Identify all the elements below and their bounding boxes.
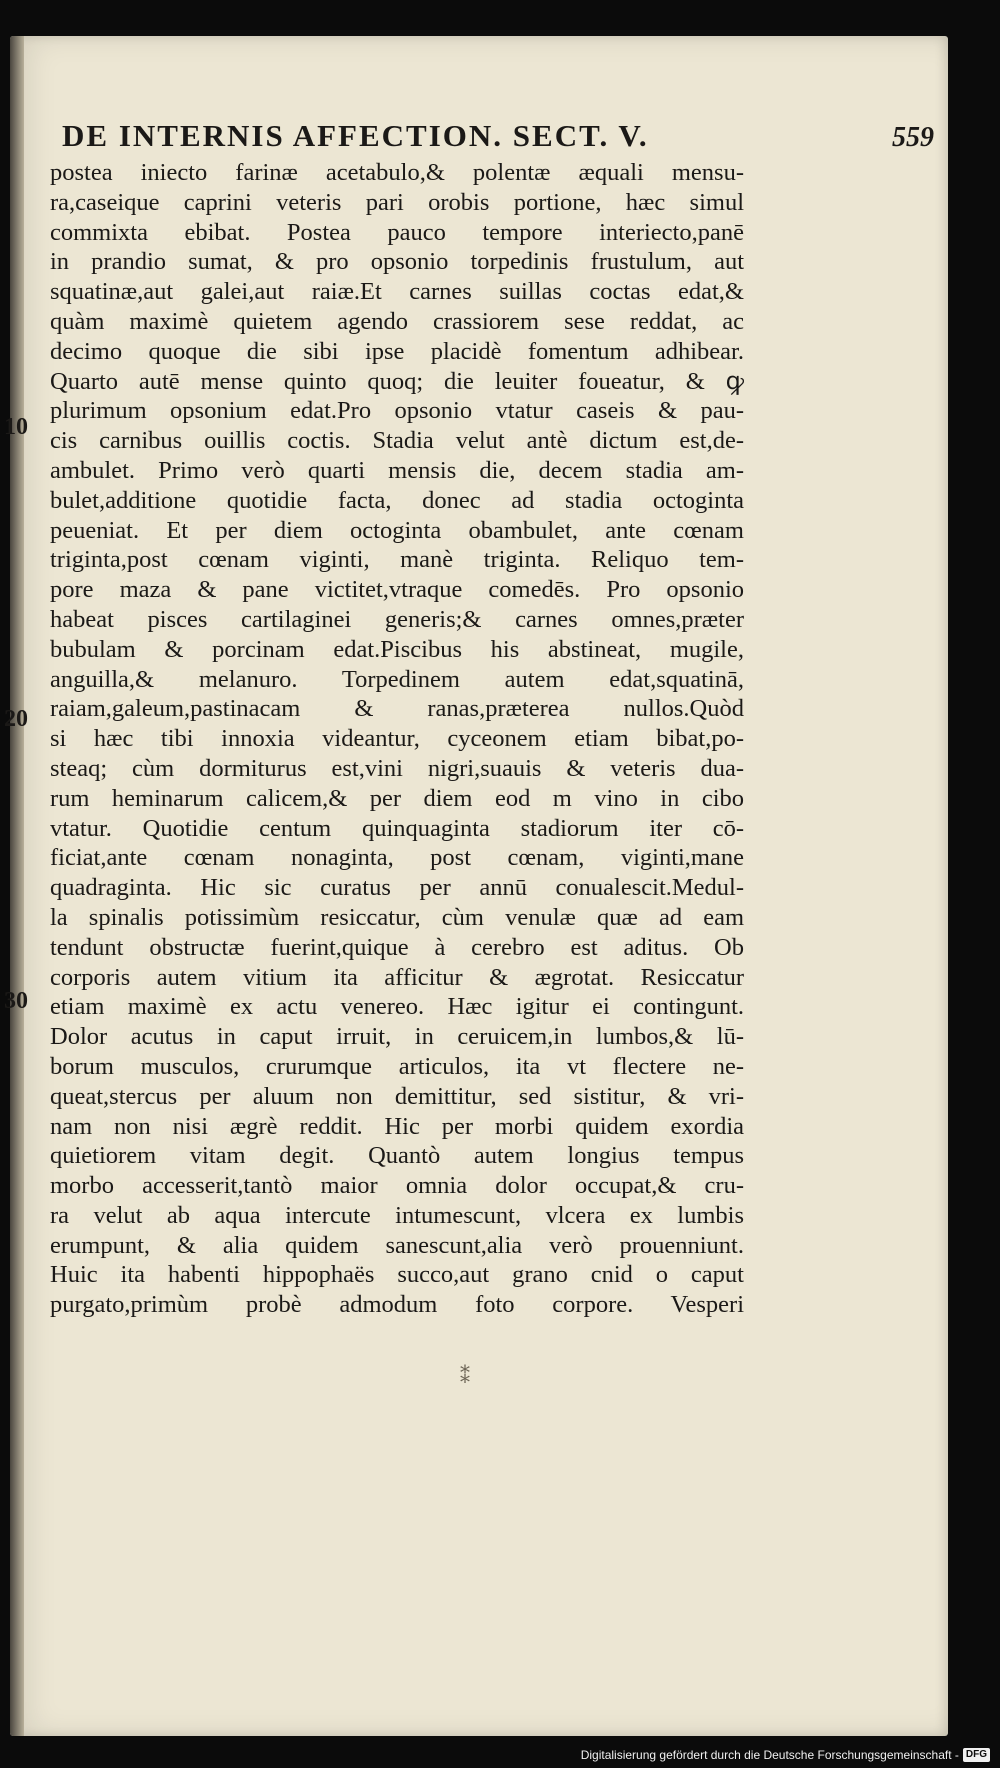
text-line: ra velut ab aqua intercute intumescunt, vlcera ex lumbis bbox=[50, 1201, 744, 1229]
text-line: commixta ebibat. Postea pauco tempore interiecto,panē bbox=[50, 218, 744, 246]
text-line: borum musculos, crurumque articulos, ita vt flectere ne- bbox=[50, 1052, 744, 1080]
text-line: pore maza & pane victitet,vtraque comedēs. Pro opsonio bbox=[50, 576, 744, 604]
text-line: nam non nisi ægrè reddit. Hic per morbi quidem exordia bbox=[50, 1112, 744, 1140]
text-line: quietiorem vitam degit. Quantò autem longius tempus bbox=[50, 1142, 744, 1170]
text-line: raiam,galeum,pastinacam & ranas,præterea nullos.Quòd bbox=[50, 695, 744, 723]
text-line: erumpunt, & alia quidem sanescunt,alia verò prouenniunt. bbox=[50, 1231, 744, 1259]
page-number: 559 bbox=[892, 122, 934, 153]
text-line: bubulam & porcinam edat.Piscibus his abstineat, mugile, bbox=[50, 635, 744, 663]
margin-number-20: 20 bbox=[4, 706, 28, 732]
text-line: cis carnibus ouillis coctis. Stadia velut antè dictum est,de- bbox=[50, 427, 744, 455]
text-line: decimo quoque die sibi ipse placidè fomentum adhibear. bbox=[50, 337, 744, 365]
text-line: triginta,post cœnam viginti, manè triginta. Reliquo tem- bbox=[50, 546, 744, 574]
text-line: ficiat,ante cœnam nonaginta, post cœnam, viginti,mane bbox=[50, 844, 744, 872]
page-edge-shadow bbox=[10, 36, 24, 1736]
footer-credit: Digitalisierung gefördert durch die Deutsche Forschungsgemeinschaft - bbox=[580, 1748, 959, 1762]
text-line: morbo accesserit,tantò maior omnia dolor occupat,& cru- bbox=[50, 1172, 744, 1200]
text-line: Dolor acutus in caput irruit, in ceruicem,in lumbos,& lū- bbox=[50, 1023, 744, 1051]
text-line: etiam maximè ex actu venereo. Hæc igitur ei contingunt. bbox=[50, 993, 744, 1021]
text-line: Quarto autē mense quinto quoq; die leuiter foueatur, & ꝙ bbox=[50, 367, 744, 395]
text-line: quàm maximè quietem agendo crassiorem sese reddat, ac bbox=[50, 307, 744, 335]
body-text bbox=[50, 158, 744, 1320]
text-line: ra,caseique caprini veteris pari orobis portione, hæc simul bbox=[50, 188, 744, 216]
text-line: postea iniecto farinæ acetabulo,& polentæ æquali mensu- bbox=[50, 159, 744, 186]
digitization-footer bbox=[581, 1748, 990, 1762]
text-line: tendunt obstructæ fuerint,quique à cerebro est aditus. Ob bbox=[50, 933, 744, 961]
text-line: corporis autem vitium ita afficitur & ægrotat. Resiccatur bbox=[50, 963, 744, 991]
text-line: quadraginta. Hic sic curatus per annū conualescit.Medul- bbox=[50, 874, 744, 902]
text-line: la spinalis potissimùm resiccatur, cùm venulæ quæ ad eam bbox=[50, 903, 744, 931]
text-line: ambulet. Primo verò quarti mensis die, decem stadia am- bbox=[50, 456, 744, 484]
folio-mark-icon: ⁑ bbox=[460, 1366, 470, 1388]
text-line: plurimum opsonium edat.Pro opsonio vtatur caseis & pau- bbox=[50, 397, 744, 425]
text-line: queat,stercus per aluum non demittitur, sed sistitur, & vri- bbox=[50, 1082, 744, 1110]
margin-number-30: 30 bbox=[4, 988, 28, 1014]
page-header bbox=[62, 118, 934, 154]
text-line: purgato,primùm probè admodum foto corpore. Vesperi bbox=[50, 1291, 744, 1319]
running-head: DE INTERNIS AFFECTION. SECT. V. bbox=[62, 118, 649, 153]
dfg-logo: DFG bbox=[963, 1748, 990, 1762]
text-line: habeat pisces cartilaginei generis;& carnes omnes,præter bbox=[50, 605, 744, 633]
text-line: anguilla,& melanuro. Torpedinem autem edat,squatinā, bbox=[50, 665, 744, 693]
margin-number-10: 10 bbox=[4, 414, 28, 440]
text-line: bulet,additione quotidie facta, donec ad stadia octoginta bbox=[50, 486, 744, 514]
text-line: si hæc tibi innoxia videantur, cyceonem etiam bibat,po- bbox=[50, 725, 744, 753]
text-line: Huic ita habenti hippophaës succo,aut grano cnid o caput bbox=[50, 1261, 744, 1289]
text-line: rum heminarum calicem,& per diem eod m vino in cibo bbox=[50, 784, 744, 812]
text-line: steaq; cùm dormiturus est,vini nigri,suauis & veteris dua- bbox=[50, 754, 744, 782]
text-line: squatinæ,aut galei,aut raiæ.Et carnes suillas coctas edat,& bbox=[50, 278, 744, 306]
text-line: peueniat. Et per diem octoginta obambulet, ante cœnam bbox=[50, 516, 744, 544]
text-line: vtatur. Quotidie centum quinquaginta stadiorum iter cō- bbox=[50, 814, 744, 842]
text-line: in prandio sumat, & pro opsonio torpedinis frustulum, aut bbox=[50, 248, 744, 276]
